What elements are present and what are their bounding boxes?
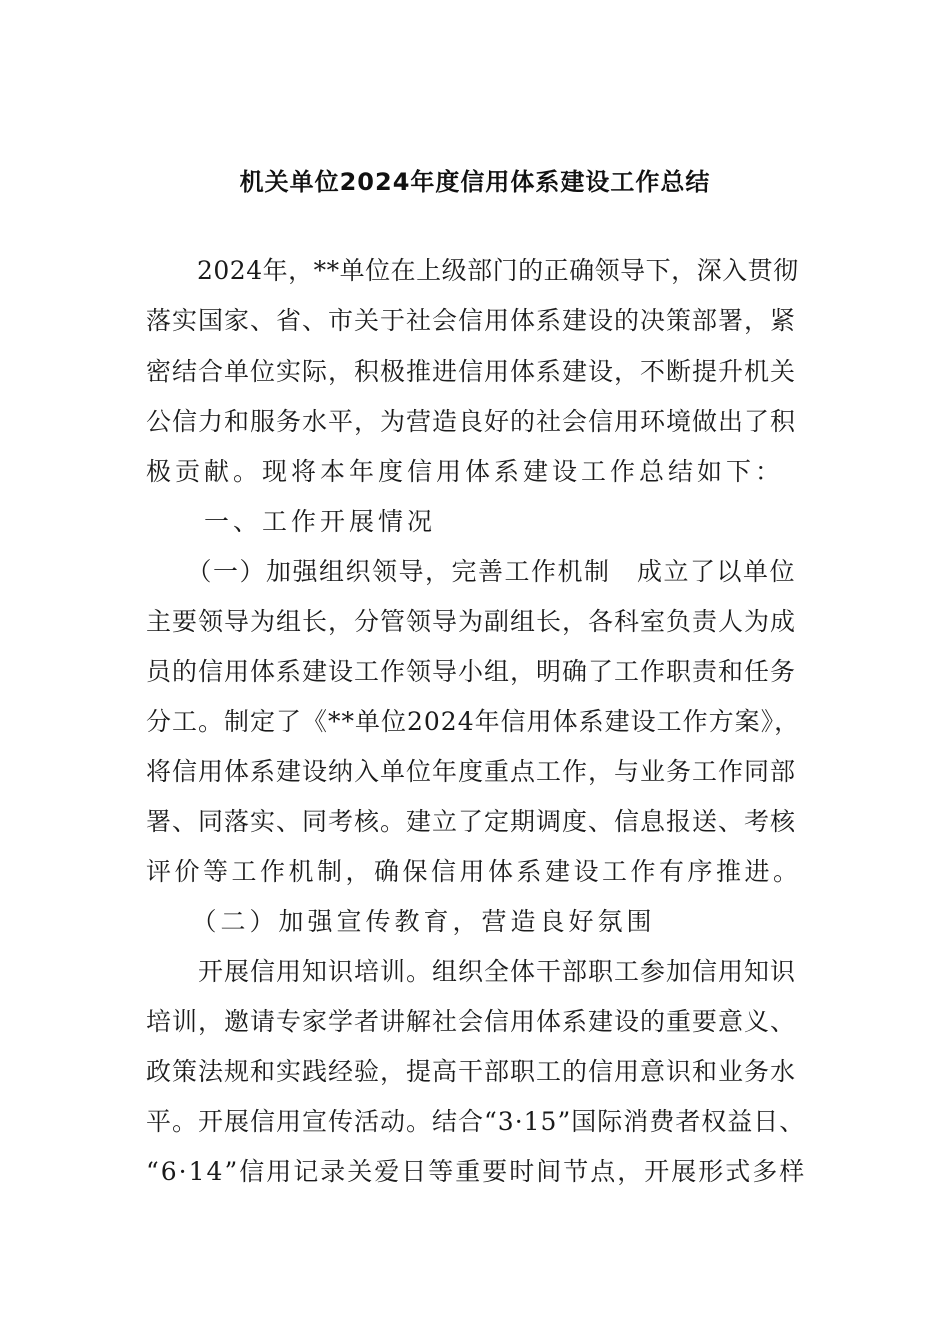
paragraph-line: 评价等工作机制，确保信用体系建设工作有序推进。	[146, 857, 802, 886]
paragraph-line: 落实国家、省、市关于社会信用体系建设的决策部署，紧	[146, 306, 797, 335]
paragraph-line: 将信用体系建设纳入单位年度重点工作，与业务工作同部	[146, 757, 797, 786]
paragraph-line: 分工。制定了《**单位2024年信用体系建设工作方案》，	[146, 707, 801, 736]
paragraph-line: 开展信用知识培训。组织全体干部职工参加信用知识	[146, 957, 797, 986]
paragraph-line: （一）加强组织领导，完善工作机制 成立了以单位	[146, 557, 797, 586]
section-heading: 一、工作开展情况	[146, 507, 437, 536]
paragraph-line: 员的信用体系建设工作领导小组，明确了工作职责和任务	[146, 657, 797, 686]
paragraph-line: 公信力和服务水平，为营造良好的社会信用环境做出了积	[146, 407, 797, 436]
paragraph-line: 极贡献。现将本年度信用体系建设工作总结如下：	[146, 457, 785, 486]
paragraph-line: “6·14”信用记录关爱日等重要时间节点，开展形式多样	[146, 1157, 807, 1186]
document-title: 机关单位2024年度信用体系建设工作总结	[239, 168, 711, 196]
paragraph-line: 培训，邀请专家学者讲解社会信用体系建设的重要意义、	[146, 1007, 797, 1036]
paragraph-line: 署、同落实、同考核。建立了定期调度、信息报送、考核	[146, 807, 797, 836]
paragraph-line: 2024年，**单位在上级部门的正确领导下，深入贯彻	[146, 256, 799, 285]
paragraph-line: 平。开展信用宣传活动。结合“3·15”国际消费者权益日、	[146, 1107, 806, 1136]
paragraph-line: 密结合单位实际，积极推进信用体系建设，不断提升机关	[146, 357, 797, 386]
subsection-heading: （二）加强宣传教育，营造良好氛围	[146, 907, 656, 936]
paragraph-line: 主要领导为组长，分管领导为副组长，各科室负责人为成	[146, 607, 797, 636]
paragraph-line: 政策法规和实践经验，提高干部职工的信用意识和业务水	[146, 1057, 797, 1086]
